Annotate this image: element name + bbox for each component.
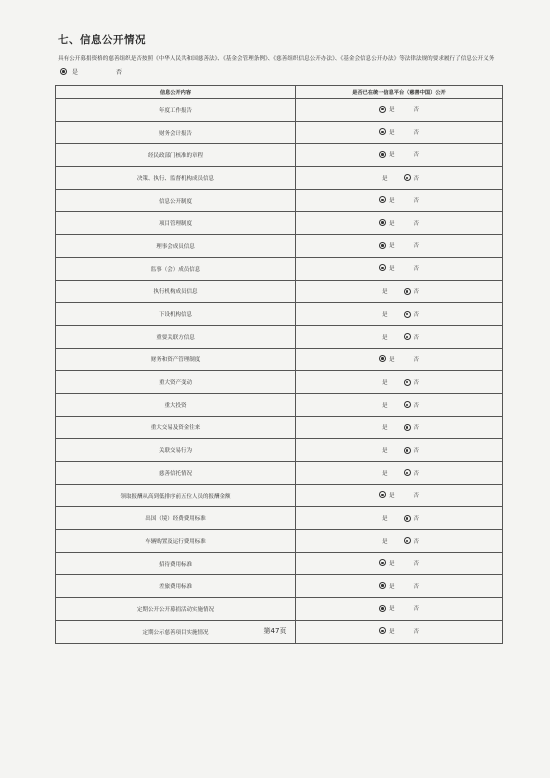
- no-option: [404, 174, 420, 182]
- yes-label: 是: [381, 402, 388, 409]
- yes-option: [379, 604, 395, 612]
- disclosure-answer: [296, 507, 503, 530]
- column-header-published: 是否已在统一信息平台（慈善中国）公开: [296, 86, 503, 99]
- yes-label: 是: [72, 69, 79, 76]
- selected-circle-icon: [379, 355, 386, 362]
- no-option: [411, 559, 420, 567]
- table-row: [56, 189, 503, 212]
- disclosure-item: 定期公示慈善项目实施情况: [56, 620, 296, 643]
- no-label: 否: [413, 538, 420, 545]
- disclosure-answer: [296, 393, 503, 416]
- selected-circle-icon: [379, 219, 386, 226]
- intro-no-option: [104, 67, 122, 76]
- no-label: 否: [413, 220, 420, 227]
- no-label: 否: [413, 583, 420, 590]
- table-row: [56, 144, 503, 167]
- disclosure-item: 招待费用标准: [56, 552, 296, 575]
- selected-circle-icon: [404, 515, 411, 522]
- disclosure-answer: [296, 416, 503, 439]
- disclosure-answer: [296, 530, 503, 553]
- table-row: [56, 462, 503, 485]
- yes-option: [379, 559, 395, 567]
- selected-circle-icon: [379, 582, 386, 589]
- yes-option: [379, 333, 388, 341]
- selected-circle-icon: [404, 537, 411, 544]
- disclosure-item: 信息公开制度: [56, 189, 296, 212]
- no-label: 否: [413, 356, 420, 363]
- yes-label: 是: [388, 606, 395, 613]
- no-option: [411, 355, 420, 363]
- disclosure-answer: [296, 439, 503, 462]
- selected-circle-icon: [379, 264, 386, 271]
- disclosure-answer: [296, 598, 503, 621]
- yes-label: 是: [388, 107, 395, 114]
- yes-option: [379, 355, 395, 363]
- yes-option: [379, 401, 388, 409]
- no-label: 否: [413, 425, 420, 432]
- no-label: 否: [413, 289, 420, 296]
- yes-option: [379, 196, 395, 204]
- disclosure-item: 出国（境）经费费用标准: [56, 507, 296, 530]
- yes-option: [379, 537, 388, 545]
- yes-option: [379, 582, 395, 590]
- table-row: [56, 280, 503, 303]
- disclosure-item: 下设机构信息: [56, 303, 296, 326]
- yes-label: 是: [388, 197, 395, 204]
- no-option: [411, 105, 420, 113]
- disclosure-answer: [296, 462, 503, 485]
- selected-circle-icon: [379, 128, 386, 135]
- yes-label: 是: [388, 243, 395, 250]
- no-option: [404, 401, 420, 409]
- no-option: [411, 604, 420, 612]
- disclosure-answer: [296, 235, 503, 258]
- disclosure-answer: [296, 575, 503, 598]
- radio-circle-icon: [60, 68, 67, 75]
- no-label: 否: [413, 197, 420, 204]
- disclosure-answer: [296, 280, 503, 303]
- yes-option: [379, 287, 388, 295]
- disclosure-item: 执行机构成员信息: [56, 280, 296, 303]
- no-option: [404, 378, 420, 386]
- yes-label: 是: [388, 628, 395, 635]
- yes-label: 是: [381, 175, 388, 182]
- table-row: [56, 325, 503, 348]
- yes-option: [379, 378, 388, 386]
- table-row: [56, 484, 503, 507]
- page-number: 第47页: [263, 627, 287, 635]
- no-option: [411, 241, 420, 249]
- yes-label: 是: [381, 448, 388, 455]
- table-row: [56, 99, 503, 122]
- no-label: 否: [413, 492, 420, 499]
- no-label: 否: [413, 448, 420, 455]
- disclosure-item: 车辆购置及运行费用标准: [56, 530, 296, 553]
- yes-option: [379, 423, 388, 431]
- selected-circle-icon: [379, 106, 386, 113]
- no-label: 否: [413, 402, 420, 409]
- disclosure-item: 项目管理制度: [56, 212, 296, 235]
- no-label: 否: [413, 380, 420, 387]
- yes-option: [379, 174, 388, 182]
- selected-circle-icon: [379, 605, 386, 612]
- disclosure-item: 重大投资: [56, 393, 296, 416]
- intro-answer: [60, 67, 122, 76]
- no-option: [404, 333, 420, 341]
- no-label: 否: [413, 470, 420, 477]
- disclosure-item: 重大交易及资金往来: [56, 416, 296, 439]
- table-row: [56, 348, 503, 371]
- no-option: [404, 514, 420, 522]
- yes-option: [379, 264, 395, 272]
- table-row: [56, 257, 503, 280]
- yes-label: 是: [388, 152, 395, 159]
- disclosure-item: 重大资产变动: [56, 371, 296, 394]
- yes-label: 是: [381, 289, 388, 296]
- disclosure-answer: [296, 484, 503, 507]
- disclosure-answer: [296, 99, 503, 122]
- no-label: 否: [413, 129, 420, 136]
- no-label: 否: [413, 175, 420, 182]
- disclosure-answer: [296, 121, 503, 144]
- no-option: [411, 491, 420, 499]
- selected-circle-icon: [404, 311, 411, 318]
- yes-label: 是: [381, 380, 388, 387]
- table-row: [56, 439, 503, 462]
- disclosure-answer: [296, 348, 503, 371]
- yes-label: 是: [388, 220, 395, 227]
- disclosure-answer: [296, 189, 503, 212]
- selected-circle-icon: [404, 424, 411, 431]
- no-label: 否: [413, 560, 420, 567]
- no-option: [411, 219, 420, 227]
- table-row: [56, 212, 503, 235]
- table-row: [56, 507, 503, 530]
- yes-option: [379, 446, 388, 454]
- disclosure-answer: [296, 144, 503, 167]
- selected-circle-icon: [404, 333, 411, 340]
- yes-label: 是: [381, 516, 388, 523]
- no-option: [411, 196, 420, 204]
- yes-option: [379, 241, 395, 249]
- yes-label: 是: [381, 425, 388, 432]
- yes-option: [379, 105, 395, 113]
- yes-label: 是: [388, 583, 395, 590]
- no-label: 否: [116, 69, 123, 76]
- selected-circle-icon: [379, 491, 386, 498]
- yes-option: [379, 310, 388, 318]
- no-label: 否: [413, 334, 420, 341]
- no-label: 否: [413, 152, 420, 159]
- selected-circle-icon: [404, 174, 411, 181]
- disclosure-answer: [296, 212, 503, 235]
- yes-label: 是: [388, 129, 395, 136]
- intro-yes-option: [60, 67, 78, 76]
- selected-circle-icon: [404, 401, 411, 408]
- no-option: [404, 287, 420, 295]
- disclosure-answer: [296, 303, 503, 326]
- selected-circle-icon: [404, 447, 411, 454]
- table-row: [56, 598, 503, 621]
- disclosure-item: 财务和资产管理制度: [56, 348, 296, 371]
- yes-option: [379, 514, 388, 522]
- yes-label: 是: [381, 538, 388, 545]
- intro-text: 具有公开募捐资格的慈善组织是否按照《中华人民共和国慈善法》、《基金会管理条例》、《慈善组织信息公开办法》、《基金会信息公开办法》等法律法规的要求履行了信息公开义务: [58, 56, 495, 62]
- disclosure-item: 理事会成员信息: [56, 235, 296, 258]
- disclosure-item: 重要关联方信息: [56, 325, 296, 348]
- selected-circle-icon: [379, 242, 386, 249]
- no-option: [404, 469, 420, 477]
- yes-label: 是: [388, 356, 395, 363]
- disclosure-item: 关联交易行为: [56, 439, 296, 462]
- yes-option: [379, 491, 395, 499]
- disclosure-table: [55, 85, 503, 644]
- table-row: [56, 575, 503, 598]
- disclosure-item: 年度工作报告: [56, 99, 296, 122]
- disclosure-item: 决策、执行、监督机构成员信息: [56, 167, 296, 190]
- no-option: [404, 446, 420, 454]
- yes-option: [379, 469, 388, 477]
- disclosure-item: 财务会计报告: [56, 121, 296, 144]
- disclosure-item: 领取报酬从高到低排序前五位人员的报酬金额: [56, 484, 296, 507]
- table-row: [56, 552, 503, 575]
- no-label: 否: [413, 606, 420, 613]
- disclosure-answer: [296, 552, 503, 575]
- selected-circle-icon: [404, 379, 411, 386]
- no-label: 否: [413, 107, 420, 114]
- no-label: 否: [413, 265, 420, 272]
- table-row: [56, 530, 503, 553]
- no-label: 否: [413, 628, 420, 635]
- table-header-row: [56, 86, 503, 99]
- no-label: 否: [413, 516, 420, 523]
- yes-option: [379, 219, 395, 227]
- no-option: [411, 582, 420, 590]
- column-header-content: 信息公开内容: [56, 86, 296, 99]
- yes-label: 是: [388, 265, 395, 272]
- table-row: [56, 235, 503, 258]
- disclosure-item: 差旅费用标准: [56, 575, 296, 598]
- table-row: [56, 121, 503, 144]
- selected-circle-icon: [379, 151, 386, 158]
- yes-label: 是: [381, 470, 388, 477]
- selected-circle-icon: [379, 559, 386, 566]
- no-label: 否: [413, 312, 420, 319]
- yes-option: [379, 128, 395, 136]
- disclosure-answer: [296, 167, 503, 190]
- yes-label: 是: [381, 312, 388, 319]
- no-option: [404, 537, 420, 545]
- no-option: [404, 310, 420, 318]
- table-row: [56, 416, 503, 439]
- no-option: [411, 264, 420, 272]
- no-label: 否: [413, 243, 420, 250]
- selected-circle-icon: [404, 288, 411, 295]
- disclosure-item: 监事（会）成员信息: [56, 257, 296, 280]
- no-option: [411, 128, 420, 136]
- disclosure-answer: [296, 257, 503, 280]
- disclosure-answer: [296, 371, 503, 394]
- section-title: 七、信息公开情况: [58, 34, 146, 46]
- selected-circle-icon: [404, 469, 411, 476]
- yes-option: [379, 150, 395, 158]
- table-row: [56, 371, 503, 394]
- yes-label: 是: [381, 334, 388, 341]
- table-row: [56, 303, 503, 326]
- selected-circle-icon: [379, 196, 386, 203]
- disclosure-item: 经民政部门核准的章程: [56, 144, 296, 167]
- table-row: [56, 393, 503, 416]
- no-option: [411, 150, 420, 158]
- disclosure-item: 慈善信托情况: [56, 462, 296, 485]
- yes-label: 是: [388, 492, 395, 499]
- disclosure-item: 定期公开公开募捐活动实施情况: [56, 598, 296, 621]
- no-option: [404, 423, 420, 431]
- yes-label: 是: [388, 560, 395, 567]
- table-row: [56, 167, 503, 190]
- disclosure-answer: [296, 325, 503, 348]
